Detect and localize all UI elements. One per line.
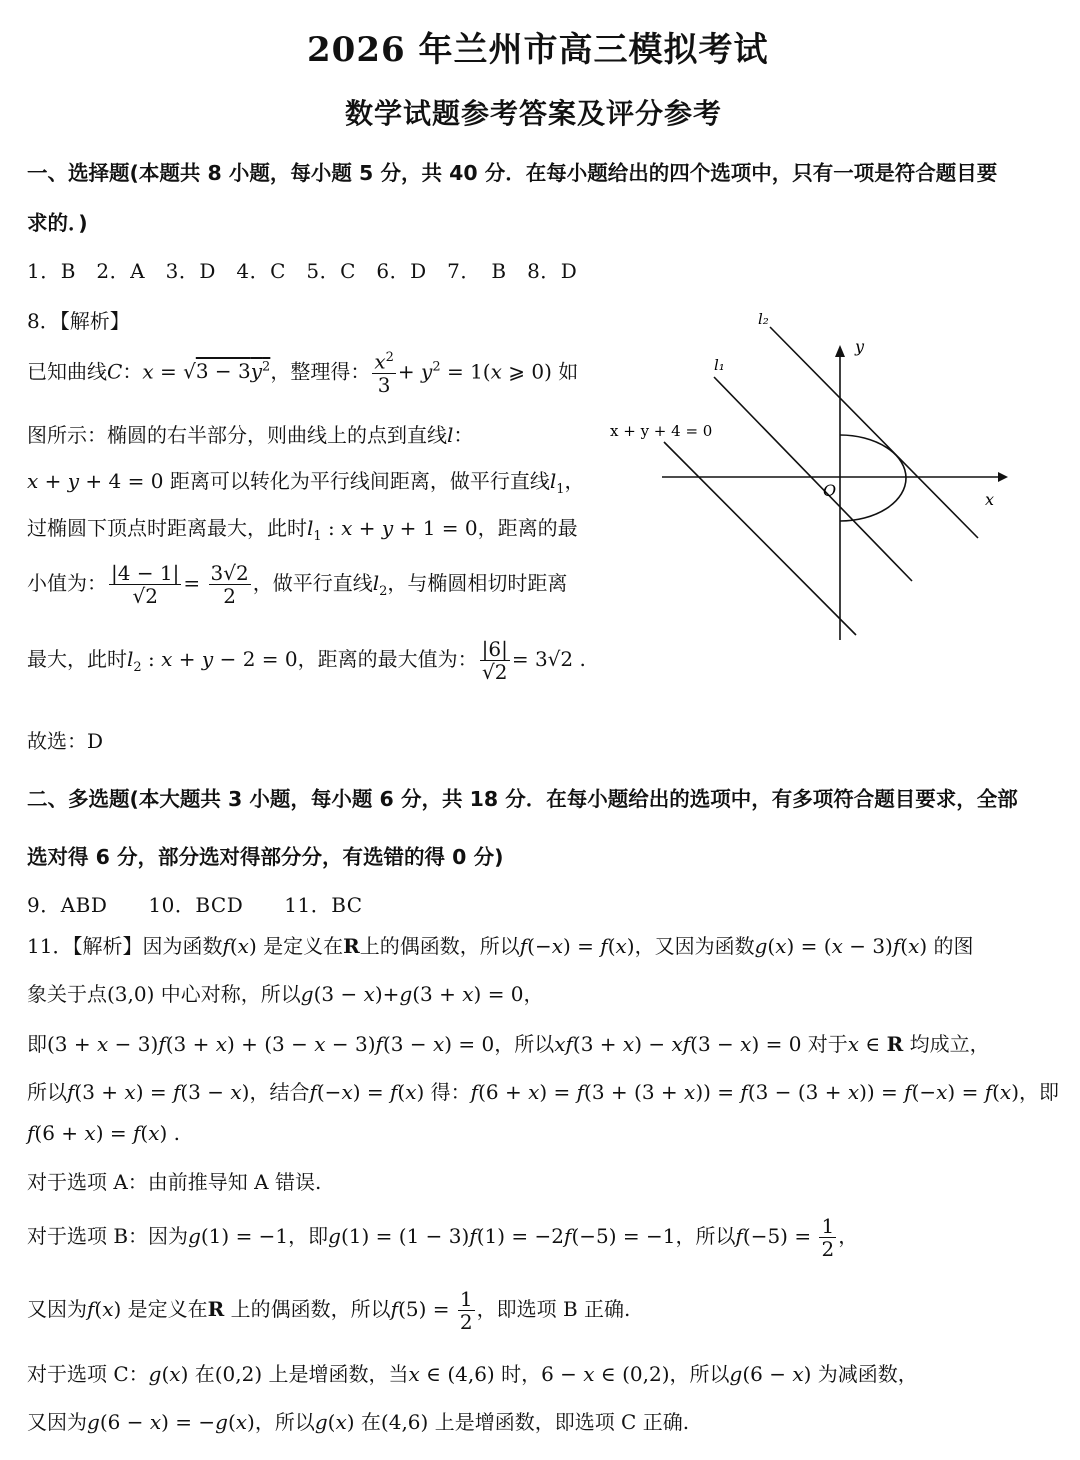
q11-label: 11．【解析】 bbox=[27, 934, 143, 958]
label-l1: l₁ bbox=[714, 356, 725, 374]
q11-option-a: 对于选项 A：由前推导知 A 错误. bbox=[27, 1170, 322, 1194]
q8-conclusion: 故选：D bbox=[27, 729, 104, 753]
section2-heading-line2: 选对得 6 分，部分选对得部分分，有选错的得 0 分) bbox=[27, 845, 504, 869]
label-l2: l₂ bbox=[758, 310, 769, 328]
q11-option-c-cont: 又因为g(6 − x) = −g(x)，所以g(x) 在(4,6) 上是增函数，即选项 C 正确. bbox=[27, 1410, 690, 1434]
q11-option-c: 对于选项 C：g(x) 在(0,2) 上是增函数，当x ∈ (4,6) 时，6 − x ∈ (0,2)，所以g(6 − x) 为减函数， bbox=[27, 1362, 918, 1386]
q11-line3: 即(3 + x − 3)f(3 + x) + (3 − x − 3)f(3 − x) = 0，所以xf(3 + x) − xf(3 − x) = 0 对于x ∈ R 均成立， bbox=[27, 1032, 990, 1056]
label-y: y bbox=[855, 337, 865, 356]
q8-line5: 小值为： $\frac{|4 - 1|}{√2}$ = $\frac{3√2}{2}$ ，做平行直线$l_2$，与椭圆相切时距离 bbox=[27, 561, 568, 608]
q8-line1: 已知曲线C：$x = √3 - 3y^2$，整理得： $\frac{x^2}{3}$ + $y^2 = 1(x$ ⩾ 0) 如 bbox=[27, 349, 579, 397]
section1-heading-line1: 一、选择题(本题共 8 小题，每小题 5 分，共 40 分．在每小题给出的四个选项中，只有一项是符合题目要 bbox=[27, 161, 998, 185]
label-o: O bbox=[823, 481, 837, 500]
q8-line3: x + y + 4 = 0 距离可以转化为平行线间距离，做平行直线$l_1$， bbox=[27, 469, 585, 497]
q8-line2: 图所示：椭圆的右半部分，则曲线上的点到直线l： bbox=[27, 423, 474, 447]
section1-answers: 1．B 2．A 3．D 4．C 5．C 6．D 7． B 8．D bbox=[27, 259, 578, 283]
y-axis-arrow bbox=[835, 345, 845, 357]
q8-line4: 过椭圆下顶点时距离最大，此时$l_1$ : x + y + 1 = 0，距离的最 bbox=[27, 516, 578, 544]
section2-answers: 9．ABD 10．BCD 11．BC bbox=[27, 893, 363, 917]
label-x: x bbox=[985, 490, 995, 509]
page-subtitle: 数学试题参考答案及评分参考 bbox=[345, 97, 723, 130]
q8-label: 8．【解析】 bbox=[27, 309, 130, 333]
half-ellipse bbox=[840, 435, 906, 521]
x-axis-arrow bbox=[998, 472, 1008, 482]
page-title: 2026 年兰州市高三模拟考试 bbox=[307, 30, 769, 70]
section2-heading-line1: 二、多选题(本大题共 3 小题，每小题 6 分，共 18 分．在每小题给出的选项中，有多项符合题目要求，全部 bbox=[27, 787, 1018, 811]
q8-line6: 最大，此时$l_2$ : x + y − 2 = 0，距离的最大值为： $\frac{|6|}{√2}$ = 3√2 . bbox=[27, 637, 586, 684]
line-x-plus-y-plus-4 bbox=[664, 442, 856, 635]
q11-line5: f(6 + x) = f(x) . bbox=[27, 1121, 180, 1145]
line-l2 bbox=[770, 327, 978, 538]
q11-option-b: 对于选项 B：因为g(1) = −1，即g(1) = (1 − 3)f(1) = −2f(−5) = −1，所以f(−5) = $\frac{1}{2}$ ， bbox=[27, 1214, 859, 1261]
q11-option-b-cont: 又因为f(x) 是定义在R 上的偶函数，所以f(5) = $\frac{1}{2}$ ，即选项 B 正确. bbox=[27, 1287, 631, 1334]
q11-line2: 象关于点(3,0) 中心对称，所以g(3 − x)+g(3 + x) = 0， bbox=[27, 982, 544, 1006]
label-line-eq: x + y + 4 = 0 bbox=[610, 422, 713, 440]
ellipse-figure bbox=[600, 300, 1020, 650]
q11-line4: 所以f(3 + x) = f(3 − x)，结合f(−x) = f(x) 得：f(6 + x) = f(3 + (3 + x)) = f(3 − (3 + x)) = f(−x) = f(x)，即 bbox=[27, 1080, 1060, 1104]
line-l1 bbox=[714, 377, 912, 581]
q11-line1: 11．【解析】因为函数f(x) 是定义在R上的偶函数，所以f(−x) = f(x)，又因为函数g(x) = (x − 3)f(x) 的图 bbox=[27, 934, 974, 958]
section1-heading-line2: 求的．) bbox=[27, 211, 88, 235]
